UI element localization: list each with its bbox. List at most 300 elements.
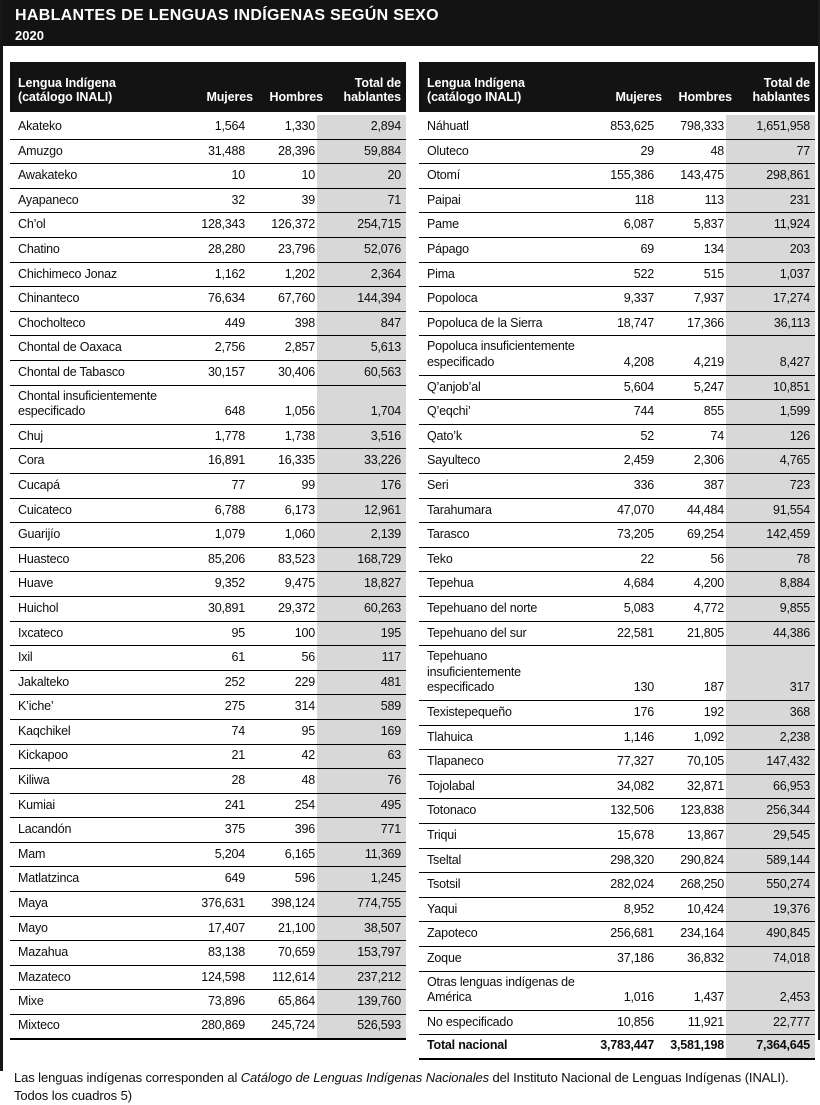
language-name: Tepehuano del norte — [427, 600, 538, 615]
table-row — [10, 548, 406, 573]
men-count: 1,056 — [284, 404, 315, 419]
table-row — [419, 312, 815, 337]
men-count: 10 — [301, 168, 315, 183]
total-count: 195 — [317, 622, 406, 646]
total-count: 139,760 — [317, 990, 406, 1014]
footnote-text: Las lenguas indígenas corresponden al — [14, 1070, 241, 1085]
language-name: Mayo — [18, 920, 48, 935]
men-count: 187 — [703, 680, 724, 695]
title-band — [3, 0, 820, 46]
men-count: 83,523 — [277, 551, 315, 566]
women-count: 1,564 — [214, 118, 245, 133]
column-header-total: Total de hablantes — [343, 75, 401, 105]
total-count: 60,563 — [317, 361, 406, 385]
men-count: 234,164 — [680, 926, 724, 941]
language-name: Huasteco — [18, 551, 70, 566]
men-count: 56 — [710, 551, 724, 566]
total-count: 22,777 — [726, 1011, 815, 1035]
total-count: 1,037 — [726, 263, 815, 287]
table-row — [10, 425, 406, 450]
men-count: 13,867 — [686, 827, 724, 842]
language-name: Kiliwa — [18, 773, 50, 788]
total-count: 12,961 — [317, 499, 406, 523]
women-count: 241 — [224, 797, 245, 812]
table-header — [419, 62, 815, 112]
men-count: 112,614 — [272, 969, 315, 984]
table-row — [10, 213, 406, 238]
women-count: 95 — [231, 625, 245, 640]
women-count: 376,631 — [201, 896, 245, 911]
language-name: Cuicateco — [18, 502, 72, 517]
total-count: 237,212 — [317, 966, 406, 990]
total-count: 63 — [317, 745, 406, 769]
women-count: 76,634 — [207, 291, 245, 306]
women-count: 744 — [633, 404, 654, 419]
women-count: 128,343 — [201, 217, 245, 232]
table-row — [419, 572, 815, 597]
men-count: 268,250 — [680, 877, 724, 892]
women-count: 28 — [231, 773, 245, 788]
women-count: 4,684 — [623, 576, 654, 591]
language-name: Chocholteco — [18, 315, 86, 330]
table-row — [419, 376, 815, 401]
total-count: 203 — [726, 238, 815, 262]
table-row — [10, 990, 406, 1015]
language-name: Tseltal — [427, 852, 462, 867]
total-count: 1,704 — [317, 386, 406, 424]
women-count: 1,079 — [214, 527, 245, 542]
women-count: 5,083 — [623, 600, 654, 615]
total-count: 490,845 — [726, 922, 815, 946]
women-count: 5,604 — [623, 379, 654, 394]
total-count: 66,953 — [726, 775, 815, 799]
women-count: 77,327 — [616, 754, 654, 769]
language-name: Mixteco — [18, 1018, 60, 1033]
men-count: 2,306 — [693, 453, 724, 468]
men-count: 398,124 — [271, 896, 315, 911]
total-count: 17,274 — [726, 287, 815, 311]
language-name: Zoque — [427, 950, 462, 965]
language-name: Mam — [18, 846, 46, 861]
table-row — [10, 671, 406, 696]
men-count: 65,864 — [277, 994, 315, 1009]
total-count: 847 — [317, 312, 406, 336]
total-count: 256,344 — [726, 799, 815, 823]
men-count: 9,475 — [284, 576, 315, 591]
table-row — [10, 474, 406, 499]
women-count: 32 — [231, 192, 245, 207]
table-row — [10, 917, 406, 942]
women-count: 449 — [224, 315, 245, 330]
total-count: 2,238 — [726, 726, 815, 750]
language-name: Pima — [427, 266, 455, 281]
women-count: 6,788 — [214, 502, 245, 517]
language-name: Oluteco — [427, 143, 469, 158]
total-count: 153,797 — [317, 941, 406, 965]
language-name: Awakateko — [18, 168, 78, 183]
table-row — [419, 824, 815, 849]
table-row — [419, 947, 815, 972]
women-count: 22 — [640, 551, 654, 566]
table-row — [419, 140, 815, 165]
women-count: 176 — [633, 704, 654, 719]
column-header-women: Mujeres — [615, 90, 662, 105]
language-name: Mazateco — [18, 969, 71, 984]
language-name: Tsotsil — [427, 877, 461, 892]
total-count: 168,729 — [317, 548, 406, 572]
table-row — [10, 622, 406, 647]
language-name: Tojolabal — [427, 778, 475, 793]
men-count: 42 — [301, 748, 315, 763]
language-name: Ixcateco — [18, 625, 63, 640]
language-name: Qato’k — [427, 428, 462, 443]
language-name: Matlatzinca — [18, 871, 80, 886]
language-name: Cucapá — [18, 477, 60, 492]
total-count: 2,364 — [317, 263, 406, 287]
women-count: 34,082 — [616, 778, 654, 793]
total-count: 33,226 — [317, 449, 406, 473]
language-name: Paipai — [427, 192, 461, 207]
men-count: 396 — [294, 822, 315, 837]
total-count: 11,369 — [317, 843, 406, 867]
language-name: Ayapaneco — [18, 192, 79, 207]
women-count: 336 — [633, 477, 654, 492]
women-count: 256,681 — [610, 926, 654, 941]
language-name: Popoloca — [427, 291, 478, 306]
women-count: 85,206 — [207, 551, 245, 566]
table-row — [419, 189, 815, 214]
total-count: 78 — [726, 548, 815, 572]
table-row — [10, 115, 406, 140]
women-count: 2,459 — [623, 453, 654, 468]
language-name: Chontal de Tabasco — [18, 364, 125, 379]
total-count: 526,593 — [317, 1015, 406, 1038]
men-count: 515 — [703, 266, 724, 281]
table-row — [419, 597, 815, 622]
table-row — [419, 775, 815, 800]
language-name: Guarijío — [18, 527, 61, 542]
total-count: 38,507 — [317, 917, 406, 941]
men-count: 4,219 — [693, 354, 724, 369]
table-row — [419, 1035, 815, 1060]
women-count: 1,162 — [214, 266, 245, 281]
language-name: Huave — [18, 576, 54, 591]
men-count: 1,738 — [284, 428, 315, 443]
column-header-language: Lengua Indígena (catálogo INALI) — [18, 75, 116, 105]
men-count: 32,871 — [686, 778, 724, 793]
men-count: 39 — [301, 192, 315, 207]
table-row — [419, 972, 815, 1011]
total-count: 36,113 — [726, 312, 815, 336]
table-row — [10, 769, 406, 794]
table-row — [10, 966, 406, 991]
total-count: 8,884 — [726, 572, 815, 596]
total-count: 74,018 — [726, 947, 815, 971]
language-name: Mazahua — [18, 945, 69, 960]
men-count: 2,857 — [284, 340, 315, 355]
total-count: 550,274 — [726, 873, 815, 897]
table-row — [10, 523, 406, 548]
table-row — [10, 361, 406, 386]
footnote — [14, 1069, 808, 1105]
table-row — [419, 523, 815, 548]
total-count: 254,715 — [317, 213, 406, 237]
men-count: 67,760 — [277, 291, 315, 306]
language-name: Yaqui — [427, 901, 458, 916]
women-count: 21 — [231, 748, 245, 763]
total-count: 1,245 — [317, 867, 406, 891]
table-row — [419, 922, 815, 947]
women-count: 73,896 — [207, 994, 245, 1009]
men-count: 4,772 — [693, 600, 724, 615]
table-row — [419, 499, 815, 524]
language-name: Kickapoo — [18, 748, 68, 763]
language-name: Zapoteco — [427, 926, 478, 941]
language-name: Tarahumara — [427, 502, 492, 517]
table-row — [10, 818, 406, 843]
women-count: 2,756 — [214, 340, 245, 355]
language-name: Pame — [427, 217, 459, 232]
table-row — [10, 794, 406, 819]
total-count: 59,884 — [317, 140, 406, 164]
total-count: 18,827 — [317, 572, 406, 596]
language-name: Sayulteco — [427, 453, 481, 468]
column-header-men: Hombres — [269, 90, 323, 105]
table-row — [10, 695, 406, 720]
men-count: 95 — [301, 723, 315, 738]
language-name: Popoluca de la Sierra — [427, 315, 543, 330]
total-count: 317 — [726, 646, 815, 700]
men-count: 1,092 — [693, 729, 724, 744]
men-count: 70,659 — [277, 945, 315, 960]
language-name: Chontal de Oaxaca — [18, 340, 122, 355]
table-row — [419, 238, 815, 263]
language-table-left — [10, 62, 406, 1060]
men-count: 254 — [294, 797, 315, 812]
page-subtitle: 2020 — [15, 28, 44, 43]
men-count: 11,921 — [687, 1014, 724, 1029]
women-count: 280,869 — [201, 1018, 245, 1033]
women-count: 124,598 — [201, 969, 245, 984]
total-count: 231 — [726, 189, 815, 213]
men-count: 21,100 — [277, 920, 315, 935]
total-count: 60,263 — [317, 597, 406, 621]
men-count: 123,838 — [680, 803, 724, 818]
women-count: 77 — [231, 477, 245, 492]
language-name: Ch’ol — [18, 217, 46, 232]
language-name: Triqui — [427, 827, 457, 842]
language-name: Otras lenguas indígenas de América — [427, 974, 575, 1005]
total-count: 2,453 — [726, 972, 815, 1010]
men-count: 17,366 — [686, 315, 724, 330]
men-count: 126,372 — [271, 217, 315, 232]
total-count: 76 — [317, 769, 406, 793]
women-count: 8,952 — [623, 901, 654, 916]
total-count: 19,376 — [726, 898, 815, 922]
table-row — [10, 386, 406, 425]
column-header-language: Lengua Indígena (catálogo INALI) — [427, 75, 525, 105]
language-name: Otomí — [427, 168, 461, 183]
table-row — [419, 263, 815, 288]
women-count: 29 — [640, 143, 654, 158]
men-count: 229 — [294, 674, 315, 689]
language-name: K’iche’ — [18, 699, 54, 714]
women-count: 31,488 — [207, 143, 245, 158]
men-count: 7,937 — [693, 291, 724, 306]
women-count: 18,747 — [616, 315, 654, 330]
table-rows — [10, 115, 406, 1040]
table-row — [419, 873, 815, 898]
men-count: 245,724 — [271, 1018, 315, 1033]
men-count: 1,060 — [284, 527, 315, 542]
men-count: 70,105 — [686, 754, 724, 769]
men-count: 596 — [294, 871, 315, 886]
total-count: 1,599 — [726, 400, 815, 424]
women-count: 648 — [224, 404, 245, 419]
language-name: Tepehuano insuficientemente especificado — [427, 649, 521, 695]
men-count: 134 — [703, 241, 724, 256]
women-count: 132,506 — [610, 803, 654, 818]
language-name: Tepehua — [427, 576, 474, 591]
language-name: Popoluca insuficientemente especificado — [427, 339, 575, 369]
total-count: 774,755 — [317, 892, 406, 916]
men-count: 192 — [703, 704, 724, 719]
women-count: 30,891 — [207, 600, 245, 615]
total-count: 126 — [726, 425, 815, 449]
table-row — [419, 622, 815, 647]
language-name: Seri — [427, 477, 449, 492]
table-row — [419, 646, 815, 701]
column-header-total: Total de hablantes — [752, 75, 810, 105]
table-row — [10, 1015, 406, 1040]
women-count: 73,205 — [616, 527, 654, 542]
men-count: 30,406 — [277, 364, 315, 379]
men-count: 99 — [301, 477, 315, 492]
men-count: 113 — [704, 192, 724, 207]
women-count: 375 — [224, 822, 245, 837]
table-row — [419, 425, 815, 450]
women-count: 47,070 — [616, 502, 654, 517]
table-row — [10, 140, 406, 165]
men-count: 29,372 — [277, 600, 315, 615]
total-count: 117 — [317, 646, 406, 670]
language-name: Total nacional — [427, 1038, 508, 1053]
total-count: 481 — [317, 671, 406, 695]
language-name: Q’anjob’al — [427, 379, 481, 394]
table-row — [10, 843, 406, 868]
table-row — [419, 799, 815, 824]
table-row — [10, 720, 406, 745]
women-count: 3,783,447 — [600, 1038, 654, 1053]
women-count: 118 — [634, 192, 654, 207]
total-count: 10,851 — [726, 376, 815, 400]
language-name: Tlapaneco — [427, 754, 484, 769]
table-row — [419, 548, 815, 573]
language-name: Mixe — [18, 994, 44, 1009]
women-count: 9,352 — [214, 576, 245, 591]
men-count: 5,247 — [693, 379, 724, 394]
total-count: 1,651,958 — [726, 115, 815, 139]
women-count: 1,146 — [623, 729, 654, 744]
table-row — [10, 892, 406, 917]
total-count: 9,855 — [726, 597, 815, 621]
table-row — [10, 449, 406, 474]
table-row — [419, 898, 815, 923]
women-count: 853,625 — [610, 118, 654, 133]
women-count: 298,320 — [610, 852, 654, 867]
women-count: 4,208 — [623, 354, 654, 369]
language-name: Jakalteko — [18, 674, 70, 689]
table-row — [419, 449, 815, 474]
men-count: 10,424 — [686, 901, 724, 916]
total-count: 7,364,645 — [726, 1035, 815, 1058]
men-count: 1,437 — [693, 990, 724, 1005]
men-count: 48 — [710, 143, 724, 158]
table-row — [10, 238, 406, 263]
language-name: Maya — [18, 896, 48, 911]
table-header — [10, 62, 406, 112]
tables-container — [3, 46, 820, 1060]
table-row — [419, 474, 815, 499]
women-count: 15,678 — [616, 827, 654, 842]
table-row — [10, 597, 406, 622]
men-count: 36,832 — [686, 950, 724, 965]
women-count: 74 — [231, 723, 245, 738]
women-count: 5,204 — [214, 846, 245, 861]
total-count: 44,386 — [726, 622, 815, 646]
men-count: 6,173 — [284, 502, 315, 517]
men-count: 28,396 — [277, 143, 315, 158]
table-row — [10, 189, 406, 214]
men-count: 855 — [703, 404, 724, 419]
language-name: Lacandón — [18, 822, 72, 837]
women-count: 1,778 — [214, 428, 245, 443]
total-count: 589,144 — [726, 849, 815, 873]
table-row — [419, 701, 815, 726]
language-name: Chinanteco — [18, 291, 80, 306]
total-count: 8,427 — [726, 336, 815, 374]
men-count: 56 — [301, 650, 315, 665]
table-row — [419, 213, 815, 238]
language-name: Q’eqchi’ — [427, 404, 471, 419]
women-count: 1,016 — [623, 990, 654, 1005]
men-count: 314 — [294, 699, 315, 714]
table-row — [419, 400, 815, 425]
footnote-text: del Instituto Nacional de Lenguas Indígenas (INALI). Todos los cuadros 5) — [14, 1070, 789, 1104]
language-name: Pápago — [427, 241, 469, 256]
table-row — [10, 499, 406, 524]
language-name: Chontal insuficientemente especificado — [18, 388, 157, 419]
total-count: 2,894 — [317, 115, 406, 139]
men-count: 1,330 — [284, 118, 315, 133]
table-row — [10, 941, 406, 966]
men-count: 398 — [294, 315, 315, 330]
language-name: No especificado — [427, 1014, 513, 1029]
language-name: Ixil — [18, 650, 33, 665]
table-row — [10, 336, 406, 361]
women-count: 282,024 — [610, 877, 654, 892]
total-count: 147,432 — [726, 750, 815, 774]
women-count: 17,407 — [207, 920, 245, 935]
language-name: Tepehuano del sur — [427, 625, 527, 640]
total-count: 4,765 — [726, 449, 815, 473]
women-count: 649 — [224, 871, 245, 886]
language-name: Huichol — [18, 600, 59, 615]
language-name: Chuj — [18, 428, 43, 443]
total-count: 29,545 — [726, 824, 815, 848]
women-count: 28,280 — [207, 241, 245, 256]
women-count: 30,157 — [207, 364, 245, 379]
